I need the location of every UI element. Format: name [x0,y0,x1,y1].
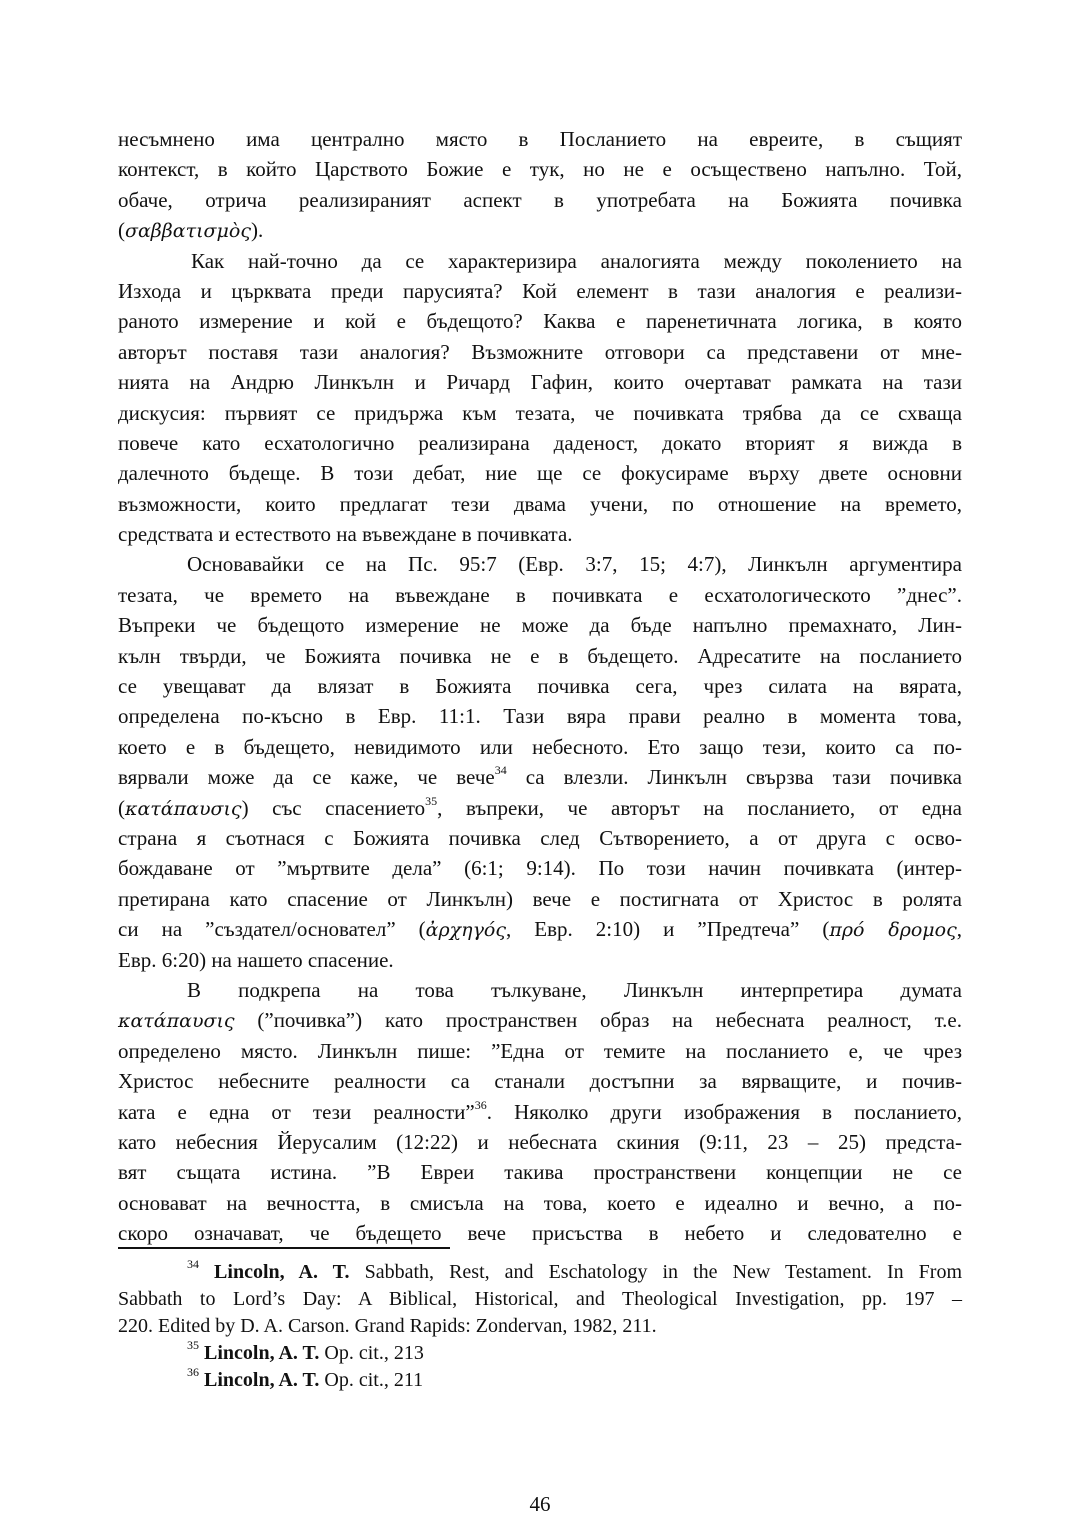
text-line: Изхода и църквата преди парусията? Кой елемент в тази аналогия е реализи- [118,278,962,303]
paren: ( [118,795,125,820]
footnote-35 [118,1340,962,1367]
footnote-text: Sabbath, Rest, and Eschatology in the New Testament. In From [349,1261,962,1283]
text-line: В подкрепа на това тълкуване, Линкълн интерпретира думата [187,977,962,1002]
footnote-author: Lincoln, A. T. [214,1261,350,1283]
text-segment: си на ”създател/основател” ( [118,917,426,942]
text-line: вят същата истина. ”В Евреи такива пространствени концепции не се [118,1160,962,1185]
text-line: бождаване от ”мъртвите дела” (6:1; 9:14). По този начин почивката (интер- [118,856,962,881]
footnote-number: 36 [187,1365,199,1380]
paragraph-4 [118,975,962,1249]
text-line: Как най-точно да се характеризира аналогията между поколението на [191,248,962,273]
footnote-36 [118,1367,962,1394]
paren: ( [118,218,125,243]
footnote-number: 35 [187,1338,199,1353]
text-line: контекст, в който Царството Божие е тук, но не е осъществено напълно. Той, [118,157,962,182]
text-line [118,914,962,944]
footnote-author: Lincoln, A. T. [204,1342,320,1364]
paragraph-1 [118,124,962,246]
text-line: дискусия: първият се придържа към тезата, че почивката трябва да се схваща [118,400,962,425]
text-line: кълн твърди, че Божията почивка не е в бъдещето. Адресатите на посланието [118,643,962,668]
greek-term: ἀρχηγός [425,919,507,942]
text-segment: , Евр. 2:10) и ”Предтеча” ( [506,917,830,942]
footnote-ref-34[interactable]: 34 [494,763,507,778]
footnote-line [118,1259,962,1286]
text-line: страна я съотнася с Божията почивка след Сътворението, а от друга с осво- [118,825,962,850]
footnote-text: Op. cit., 213 [319,1342,424,1364]
text-line: тезата, че времето на въвеждане в почивката е есхатологическото ”днес”. [118,582,962,607]
text-line: което е в бъдещето, невидимото или небесното. Ето защо тези, които са по- [118,734,962,759]
footnote-line [118,1340,962,1367]
text-line [118,1097,962,1127]
text-line: обаче, отрича реализираният аспект в употребата на Божията почивка [118,187,962,212]
text-line: като небесния Йерусалим (12:22) и небесната скиния (9:11, 23 – 25) предста- [118,1129,962,1154]
footnote-separator [118,1247,450,1249]
text-segment: са влезли. Линкълн свързва тази почивка [506,765,962,790]
text-line: възможности, които предлагат тези двама учени, по отношение на времето, [118,491,962,516]
text-line: несъмнено има централно място в Посланието на евреите, в същият [118,127,962,151]
text-line [118,215,962,245]
text-line: претирана като спасение от Линкълн) вече е постигната от Христос в ролята [118,886,962,911]
body-text [118,124,962,1248]
text-line: скоро означават, че бъдещето вече присъства в небето и следователно е [118,1221,962,1246]
text-segment: вярвали може да се каже, че вече [118,765,495,790]
text-line [118,1005,962,1035]
footnote-line [118,1367,962,1394]
text-line: раното измерение и кой е бъдещото? Каква е паренетичната логика, в която [118,309,962,334]
text-line: Христос небесните реалности са станали достъпни за вярващите, и почив- [118,1069,962,1094]
text-line: определена по-късно в Евр. 11:1. Тази вяра прави реално в момента това, [118,704,962,729]
paragraph-3 [118,549,962,974]
page-number: 46 [529,1492,551,1516]
text-line: се увещават да влязат в Божията почивка сега, чрез силата на вярата, [118,674,962,699]
text-line: нията на Андрю Линкълн и Ричард Гафин, които очертават рамката на тази [118,370,962,395]
text-line [118,793,962,823]
text-segment: (”почивка”) като пространствен образ на небесната реалност, т.е. [234,1008,962,1033]
text-line: Въпреки че бъдещото измерение не може да бъде напълно премахнато, Лин- [118,613,962,638]
text-line: авторът поставя тази аналогия? Възможните отговори са представени от мне- [118,339,962,364]
footnote-line: 220. Edited by D. A. Carson. Grand Rapids: Zondervan, 1982, 211. [118,1315,657,1337]
paragraph-2 [118,246,962,550]
text-segment: , [956,917,962,942]
footnote-ref-36[interactable]: 36 [474,1097,487,1112]
footnote-line: Sabbath to Lord’s Day: A Biblical, Historical, and Theological Investigation, pp. 197 – [118,1288,962,1310]
footnote-ref-35[interactable]: 35 [425,793,438,808]
paren: ). [250,218,264,243]
text-line [118,762,962,792]
text-segment: ката е една от тези реалности” [118,1099,475,1124]
greek-term: κατάπαυσις [125,797,242,820]
footnote-number: 34 [187,1257,199,1272]
greek-term: πρό δρομος [829,919,957,942]
greek-term: σαββατισμὸς [125,220,251,243]
greek-term: κατάπαυσις [118,1010,235,1033]
text-line: повече като есхатологично реализирана даденост, докато вторият я вижда в [118,430,962,455]
text-line: далечното бъдеще. В този дебат, ние ще се фокусираме върху двете основни [118,461,962,486]
text-line: основават на вечността, в смисъла на това, което е идеално и вечно, а по- [118,1190,962,1215]
footnote-34 [118,1259,962,1340]
footnotes [118,1259,962,1394]
text-segment: . Няколко други изображения в посланието, [486,1099,962,1124]
footnote-author: Lincoln, A. T. [204,1369,320,1391]
text-segment: ) със спасението [241,795,426,820]
text-segment: , въпреки, че авторът на посланието, от една [437,795,962,820]
text-line: Основавайки се на Пс. 95:7 (Евр. 3:7, 15; 4:7), Линкълн аргументира [187,552,962,577]
footnote-text: Op. cit., 211 [319,1369,424,1391]
text-line: средствата и естеството на въвеждане в почивката. [118,522,573,547]
text-line: Евр. 6:20) на нашето спасение. [118,947,394,972]
text-line: определено място. Линкълн пише: ”Една от темите на посланието е, че чрез [118,1038,962,1063]
